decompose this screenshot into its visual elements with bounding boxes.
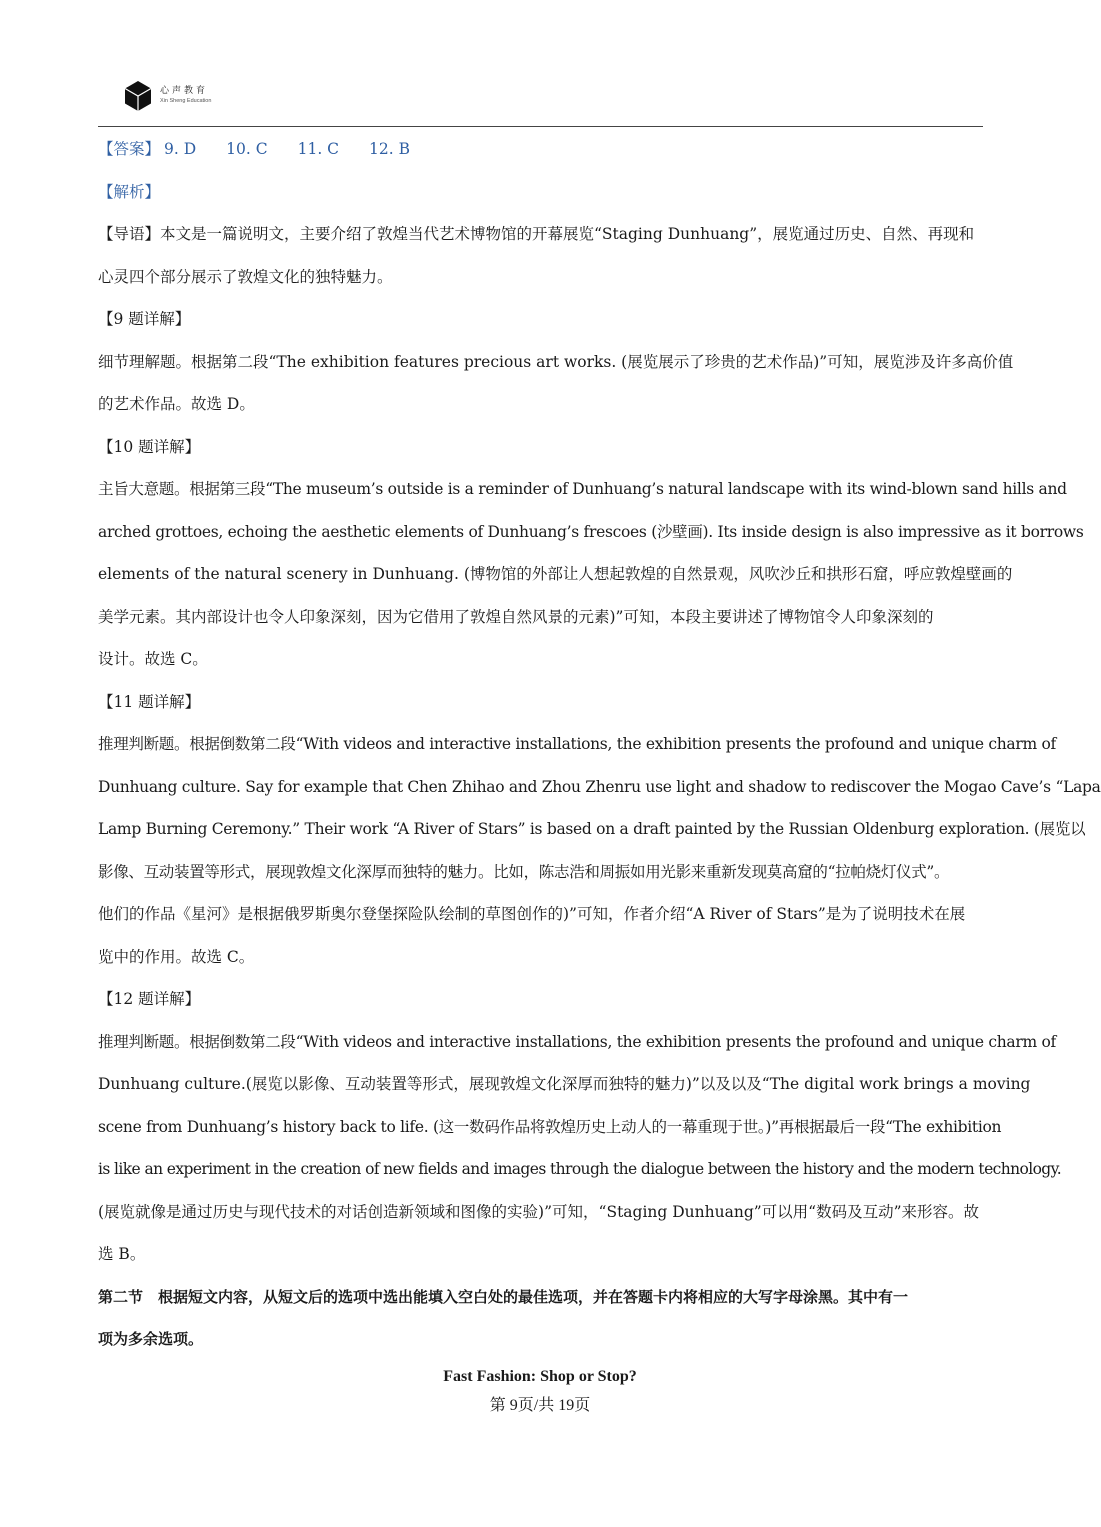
- q11-line: Lamp Burning Ceremony.” Their work “A River of Stars” is based on a draft painted by the Russian Oldenburg exploration. (展览以: [98, 820, 1086, 838]
- hexagon-cube-logo-icon: [124, 80, 152, 112]
- answer-10: 10. C: [226, 140, 268, 158]
- q10-line: elements of the natural scenery in Dunhuang. (博物馆的外部让人想起敦煌的自然景观，风吹沙丘和拱形石窟，呼应敦煌壁画的: [98, 565, 1013, 583]
- answer-9: 9. D: [164, 140, 197, 158]
- q10-line: 设计。故选 C。: [98, 650, 208, 668]
- analysis-label: 【解析】: [98, 182, 161, 201]
- q12-line: 选 B。: [98, 1245, 146, 1263]
- section-two-instructions: 第二节 根据短文内容，从短文后的选项中选出能填入空白处的最佳选项，并在答题卡内将相应的大写字母涂黑。其中有一: [98, 1287, 909, 1306]
- q11-line: 他们的作品《星河》是根据俄罗斯奥尔登堡探险队绘制的草图创作的)”可知，作者介绍“A River of Stars”是为了说明技术在展: [98, 905, 966, 923]
- header-rule: [98, 126, 983, 127]
- q10-heading: 【10 题详解】: [98, 437, 201, 456]
- q10-line: 美学元素。其内部设计也令人印象深刻，因为它借用了敦煌自然风景的元素)”可知，本段主要讲述了博物馆令人印象深刻的: [98, 607, 934, 626]
- q9-line: 的艺术作品。故选 D。: [98, 395, 255, 413]
- passage-title: Fast Fashion: Shop or Stop?: [443, 1368, 637, 1385]
- q11-heading: 【11 题详解】: [98, 692, 201, 711]
- intro-line: 心灵四个部分展示了敦煌文化的独特魅力。: [98, 267, 393, 286]
- answer-12: 12. B: [369, 140, 411, 158]
- q12-line: Dunhuang culture.(展览以影像、互动装置等形式，展现敦煌文化深厚而独特的魅力)”以及以及“The digital work brings a moving: [98, 1075, 1031, 1093]
- logo-chinese-name: 心声教育: [160, 86, 209, 97]
- answer-explanation: [98, 128, 1101, 1361]
- q10-line: 主旨大意题。根据第三段“The museum’s outside is a reminder of Dunhuang’s natural landscape with its wind-blown sand hills and: [98, 480, 1067, 498]
- q11-line: 影像、互动装置等形式，展现敦煌文化深厚而独特的魅力。比如，陈志浩和周振如用光影来重新发现莫高窟的“拉帕烧灯仪式”。: [98, 862, 950, 881]
- q11-line: 推理判断题。根据倒数第二段“With videos and interactive installations, the exhibition presents the profound and unique charm of: [98, 735, 1056, 753]
- logo: [124, 80, 211, 112]
- answer-label: 【答案】: [98, 140, 161, 158]
- q11-line: 览中的作用。故选 C。: [98, 947, 255, 966]
- q9-heading: 【9 题详解】: [98, 310, 191, 328]
- q10-line: arched grottoes, echoing the aesthetic elements of Dunhuang’s frescoes (沙壁画). Its inside design is also impressive as it borrows: [98, 522, 1084, 541]
- logo-english-name: Xin Sheng Education: [160, 98, 212, 105]
- answer-11: 11. C: [297, 140, 340, 158]
- q12-line: (展览就像是通过历史与现代技术的对话创造新领域和图像的实验)”可知，“Staging Dunhuang”可以用“数码及互动”来形容。故: [98, 1202, 980, 1221]
- q12-line: 推理判断题。根据倒数第二段“With videos and interactive installations, the exhibition presents the profound and unique charm of: [98, 1032, 1056, 1051]
- answer-line: [98, 128, 984, 171]
- page-number: 第 9页/共 19页: [489, 1397, 591, 1414]
- q11-line: Dunhuang culture. Say for example that Chen Zhihao and Zhou Zhenru use light and shadow to rediscover the Mogao Cave’s “Lapa: [98, 777, 1101, 796]
- intro-line: 【导语】本文是一篇说明文，主要介绍了敦煌当代艺术博物馆的开幕展览“Staging Dunhuang”，展览通过历史、自然、再现和: [98, 225, 975, 243]
- q12-heading: 【12 题详解】: [98, 990, 201, 1008]
- section-two-instructions: 项为多余选项。: [98, 1330, 204, 1348]
- q12-line: scene from Dunhuang’s history back to life. (这一数码作品将敦煌历史上动人的一幕重现于世。)”再根据最后一段“The exhibition: [98, 1117, 1002, 1136]
- q9-line: 细节理解题。根据第二段“The exhibition features precious art works. (展览展示了珍贵的艺术作品)”可知，展览涉及许多高价值: [98, 352, 1014, 371]
- q12-line: is like an experiment in the creation of new fields and images through the dialogue between the history and the modern technology.: [98, 1160, 1062, 1178]
